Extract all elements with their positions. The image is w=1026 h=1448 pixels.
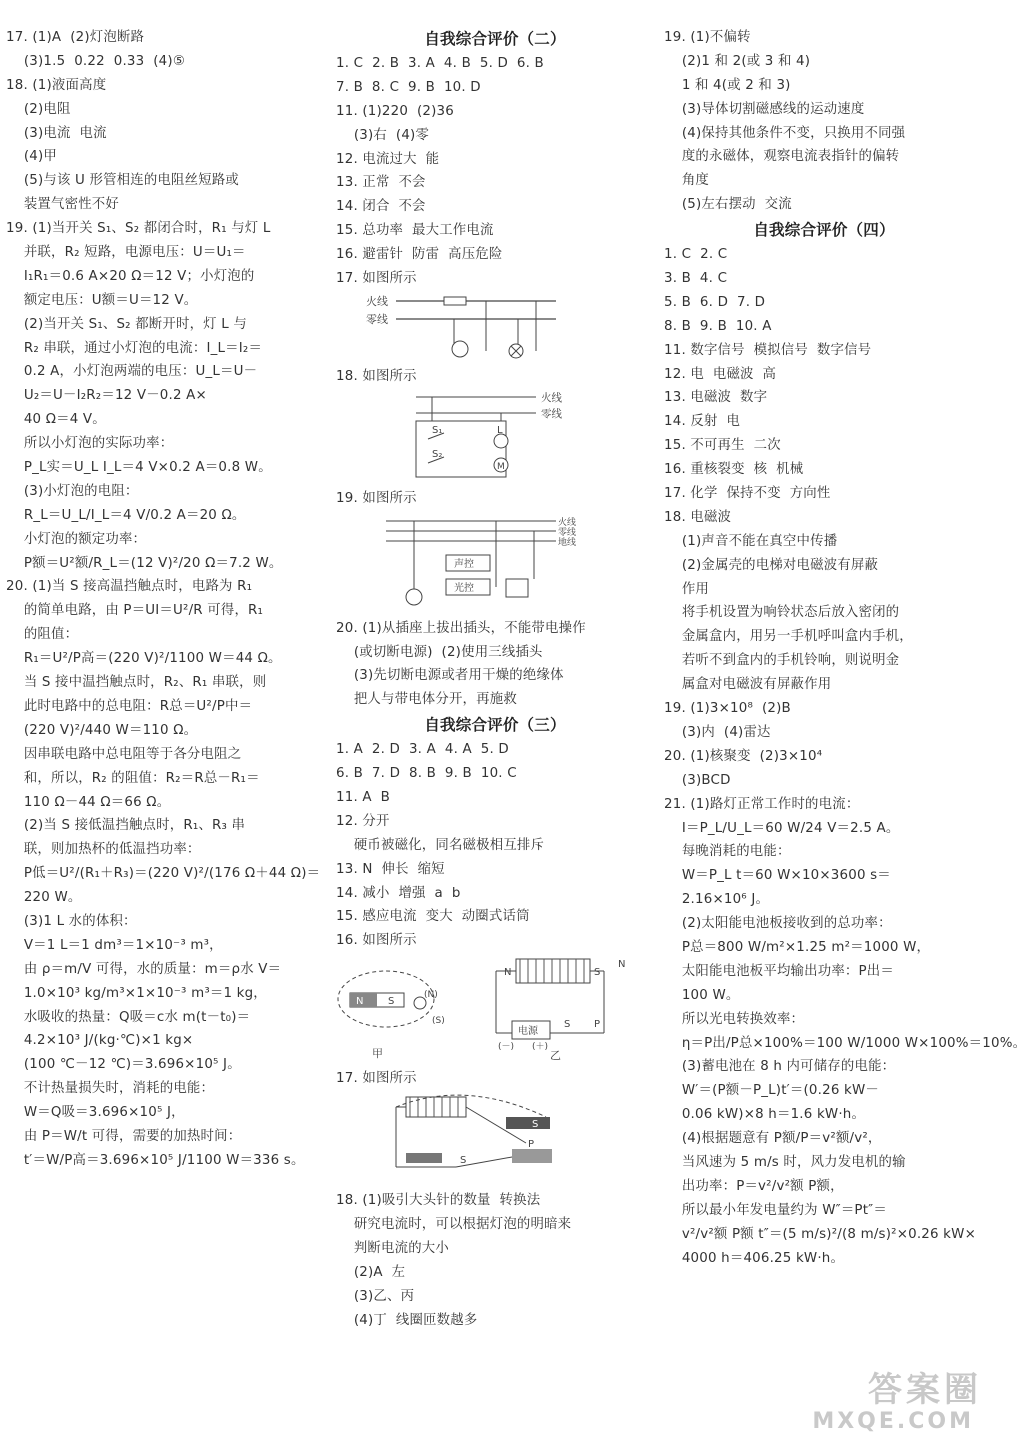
answer-line: 8. B 9. B 10. A [664,318,772,334]
answer-line: 此时电路中的总电阻：R总＝U²/P中＝ [6,698,253,714]
answer-line: (4)丁 线圈匝数越多 [336,1312,478,1328]
fig19-label-live: 火线 [558,517,577,528]
answer-line: 11. A B [336,790,391,806]
answer-line: 14. 闭合 不会 [336,199,426,215]
answer-line: 将手机设置为响铃状态后放入密闭的 [664,605,900,621]
fig17b-label-p: P [528,1139,535,1151]
fig18-label-m: M [497,461,505,472]
answer-line: W＝P_L t＝60 W×10×3600 s＝ [664,868,891,884]
fig16-label-switch: S [564,1019,571,1031]
answer-line: (3)电流 电流 [6,125,107,141]
fig18-label-s1: S₁ [432,424,443,436]
answer-line: 不计热量损失时，消耗的电能： [6,1081,215,1097]
section-2-answers [336,52,654,291]
answer-line: 由 P＝W/t 可得，需要的加热时间： [6,1128,242,1144]
fig16-label-yi: 乙 [550,1049,561,1063]
answer-line: (100 ℃－12 ℃)＝3.696×10⁵ J。 [6,1057,241,1073]
answer-line: W′＝(P额－P_L)t′＝(0.26 kW－ [664,1083,879,1099]
answer-line: (1)声音不能在真空中传播 [664,533,838,549]
section-3-answers-tail [336,1189,654,1332]
answer-line: 15. 不可再生 二次 [664,438,781,454]
answer-line: V＝1 L＝1 dm³＝1×10⁻³ m³， [6,937,223,953]
answer-line: (3)蓄电池在 8 h 内可储存的电能： [664,1059,896,1075]
fig16-label-n: N [356,996,364,1008]
answer-line: W＝Q吸＝3.696×10⁵ J， [6,1105,185,1121]
answer-line: 12. 分开 [336,813,390,829]
answer-line: (4)甲 [6,149,57,165]
answer-line: 属盒对电磁波有屏蔽作用 [664,677,832,693]
answer-line: 1. C 2. C [664,247,728,263]
answer-line: 11. 数字信号 模拟信号 数字信号 [664,342,872,358]
answer-line: 0.2 A，小灯泡两端的电压：U_L＝U－ [6,364,258,380]
section-3-answers-end [664,26,984,217]
answer-line: 21. (1)路灯正常工作时的电流： [664,796,860,812]
answer-line: (3)导体切割磁感线的运动速度 [664,101,865,117]
answer-line: 15. 感应电流 变大 动圈式话筒 [336,909,530,925]
answer-line: 1. C 2. B 3. A 4. B 5. D 6. B [336,56,544,71]
answer-line: 太阳能电池板平均输出功率：P出＝ [664,963,894,979]
answer-line: (5)与该 U 形管相连的电阻丝短路或 [6,173,239,189]
answer-line: (4)根据题意有 P额/P＝v²额/v²， [664,1131,882,1147]
answer-line: R₂ 串联，通过小灯泡的电流：I_L＝I₂＝ [6,340,263,356]
fig17b-label-s: S [532,1119,539,1131]
answer-line: 15. 总功率 最大工作电流 [336,223,494,239]
answer-line: 把人与带电体分开，再施救 [336,692,517,708]
answer-line: (3)1 L 水的体积： [6,913,137,929]
section-title-2: 自我综合评价（二） [424,30,566,48]
answer-line: 19. (1)当开关 S₁、S₂ 都闭合时，R₁ 与灯 L [6,221,271,237]
answer-line: 18. (1)吸引大头针的数量 转换法 [336,1193,541,1209]
answer-line: 7. B 8. C 9. B 10. D [336,79,481,95]
answer-line: (3)内 (4)雷达 [664,724,771,740]
answer-line: (3)乙、丙 [336,1288,415,1304]
answer-line: R₁＝U²/P高＝(220 V)²/1100 W＝44 Ω。 [6,651,282,667]
answer-line: 20. (1)从插座上拔出插头，不能带电操作 [336,620,586,636]
answer-line: (2)当 S 接低温挡触点时，R₁、R₃ 串 [6,818,246,834]
answer-line: 18. 电磁波 [664,509,732,525]
fig16-label-minus: (－) [498,1042,515,1053]
answer-line: (5)左右摆动 交流 [664,197,792,213]
figure-q17-wiring [336,293,654,361]
answer-line: 19. (1)不偏转 [664,30,751,45]
answer-line: (3)1.5 0.22 0.33 (4)⑤ [6,53,186,69]
answer-line: (2)金属壳的电梯对电磁波有屏蔽 [664,557,879,573]
section-2-answers-tail [336,617,654,713]
answer-line: 研究电流时，可以根据灯泡的明暗来 [336,1217,572,1233]
answer-line: I＝P_L/U_L＝60 W/24 V＝2.5 A。 [664,820,900,836]
fig19-label-neutral: 零线 [558,527,577,538]
answer-line: 14. 反射 电 [664,414,741,430]
answer-line: 40 Ω＝4 V。 [6,412,106,428]
fig16-label-jia: 甲 [372,1047,383,1061]
answer-line: 并联，R₂ 短路，电源电压：U＝U₁＝ [6,245,246,261]
answer-line: P_L实＝U_L I_L＝4 V×0.2 A＝0.8 W。 [6,460,272,476]
answer-line: 出功率：P＝v²/v²额 P额， [664,1178,844,1194]
figure-q17-electromagnet [336,1093,654,1185]
answer-line: 作用 [664,581,710,597]
answer-line: 14. 减小 增强 a b [336,885,461,901]
figure-q18-wiring [336,391,654,483]
answer-line: 所以光电转换效率： [664,1011,805,1027]
answer-column-middle [336,26,654,1333]
answer-line: 4000 h＝406.25 kW·h。 [664,1250,845,1266]
answer-line: 4.2×10³ J/(kg·℃)×1 kg× [6,1033,194,1049]
fig16-label-compass-n: N [618,959,626,971]
answer-line: (2)当开关 S₁、S₂ 都断开时，灯 L 与 [6,316,247,332]
figure-q19-wiring [336,513,654,613]
fig19-label-ground: 地线 [558,537,577,548]
answer-line: 6. B 7. D 8. B 9. B 10. C [336,766,517,782]
q18-line: 18. 如图所示 [336,368,417,384]
answer-line: 度的永磁体，观察电流表指针的偏转 [664,149,900,165]
answer-line: P低＝U²/(R₁＋R₃)＝(220 V)²/(176 Ω＋44 Ω)＝ [6,866,321,882]
fig19-label-light: 光控 [454,582,474,594]
answer-line: 13. N 伸长 缩短 [336,861,445,877]
watermark [802,1362,982,1434]
answer-line: 16. 如图所示 [336,933,417,949]
answer-line: 当风速为 5 m/s 时，风力发电机的输 [664,1154,906,1170]
answer-line: 11. (1)220 (2)36 [336,103,454,119]
answer-column-left [6,26,320,1173]
answer-line: (3)BCD [664,772,731,788]
answer-line: (220 V)²/440 W＝110 Ω。 [6,722,198,738]
answer-line: 小灯泡的额定功率： [6,531,147,547]
fig18-label-l: L [497,424,503,436]
answer-line: (2)A 左 [336,1264,406,1280]
answer-line: 水吸收的热量：Q吸＝c水 m(t－t₀)＝ [6,1009,251,1025]
answer-line: 16. 避雷针 防雷 高压危险 [336,247,503,263]
answer-line: 3. B 4. C [664,271,728,287]
answer-line: 1.0×10³ kg/m³×1×10⁻³ m³＝1 kg， [6,985,267,1001]
answer-line: (或切断电源) (2)使用三线插头 [336,644,543,660]
answer-line: 装置气密性不好 [6,197,119,213]
answer-line: (3)先切断电源或者用干燥的绝缘体 [336,668,564,684]
fig16-label-p: P [594,1019,601,1031]
answer-line: 20. (1)当 S 接高温挡触点时，电路为 R₁ [6,579,253,595]
answer-line: 角度 [664,173,710,189]
answer-line: (3)右 (4)零 [336,127,430,143]
answer-line: 和，所以，R₂ 的阻值：R₂＝R总－R₁＝ [6,770,260,786]
answer-line: 0.06 kW)×8 h＝1.6 kW·h。 [664,1107,866,1123]
fig16-label-s-paren: (S) [432,1016,445,1027]
answer-line: 5. B 6. D 7. D [664,294,766,310]
answer-line: 16. 重核裂变 核 机械 [664,462,804,478]
answer-line: (2)电阻 [6,101,71,117]
fig16-label-s: S [388,996,395,1008]
watermark-logo: 答案圈 [868,1370,982,1410]
answer-line: 的阻值： [6,627,79,643]
answer-line: 所以小灯泡的实际功率： [6,436,174,452]
section-3-answers [336,738,654,953]
answer-line: 额定电压：U额＝U＝12 V。 [6,292,198,308]
answer-line: 硬币被磁化，同名磁极相互排斥 [336,837,545,853]
answer-line: 13. 正常 不会 [336,175,426,191]
answer-line: 所以最小年发电量约为 W″＝Pt″＝ [664,1202,887,1218]
answer-line: 联，则加热杯的低温挡功率： [6,842,201,858]
watermark-url: MXQE.COM [812,1409,974,1434]
answer-line: 220 W。 [6,890,82,906]
answer-line: t′＝W/P高＝3.696×10⁵ J/1100 W＝336 s。 [6,1152,305,1168]
answer-line: 若听不到盒内的手机铃响，则说明金 [664,653,900,669]
q19-line: 19. 如图所示 [336,490,417,506]
answer-line: 20. (1)核聚变 (2)3×10⁴ [664,748,823,764]
answer-line: 每晚消耗的电能： [664,844,791,860]
answer-line: 金属盒内，用另一手机呼叫盒内手机， [664,629,913,645]
fig16-label-coil-s: S [594,967,601,979]
fig17-label-live: 火线 [366,294,388,308]
answer-line: 19. (1)3×10⁸ (2)B [664,701,791,717]
answer-line: (3)小灯泡的电阻： [6,483,139,499]
fig16-label-power: 电源 [518,1026,538,1038]
fig17b-label-switch: S [460,1155,467,1167]
answer-line: 17. 如图所示 [336,271,417,287]
answer-line: 18. (1)液面高度 [6,77,107,93]
fig16-label-n-paren: (N) [424,990,438,1001]
answer-line: 由 ρ＝m/V 可得，水的质量：m＝ρ水 V＝ [6,961,282,977]
section-title-3: 自我综合评价（三） [424,716,566,735]
answer-line: P总＝800 W/m²×1.25 m²＝1000 W， [664,939,931,955]
section-title-4: 自我综合评价（四） [753,221,895,240]
answer-line: (4)保持其他条件不变，只换用不同强 [664,125,906,141]
answer-line: 的简单电路，由 P＝UI＝U²/R 可得，R₁ [6,603,264,619]
answer-column-right [664,26,1026,1270]
fig16-label-coil-n: N [504,967,512,979]
answer-line: 17. (1)A (2)灯泡断路 [6,30,145,45]
fig18-label-live: 火线 [541,391,562,404]
answer-line: 1 和 4(或 2 和 3) [664,77,791,93]
fig18-label-neutral: 零线 [541,407,562,420]
answer-line: 当 S 接中温挡触点时，R₂、R₁ 串联，则 [6,675,267,691]
answer-line: 判断电流的大小 [336,1240,449,1256]
answer-line: I₁R₁＝0.6 A×20 Ω＝12 V；小灯泡的 [6,268,255,284]
fig17-label-neutral: 零线 [366,312,388,326]
fig19-label-sound: 声控 [454,558,474,570]
q17b-line: 17. 如图所示 [336,1071,417,1087]
fig16-label-plus: (＋) [532,1042,549,1053]
answer-line: η＝P出/P总×100%＝100 W/1000 W×100%＝10%。 [664,1035,1026,1051]
answer-line: 2.16×10⁶ J。 [664,892,770,908]
figure-q16-magnets [336,955,654,1063]
answer-line: P额＝U²额/R_L＝(12 V)²/20 Ω＝7.2 W。 [6,555,283,571]
answer-line: v²/v²额 P额 t″＝(5 m/s)²/(8 m/s)²×0.26 kW× [664,1226,977,1242]
answer-line: 110 Ω－44 Ω＝66 Ω。 [6,794,171,810]
answer-line: 12. 电 电磁波 高 [664,366,777,382]
answer-line: 1. A 2. D 3. A 4. A 5. D [336,742,509,758]
answer-line: (2)太阳能电池板接收到的总功率： [664,916,892,932]
answer-line: 12. 电流过大 能 [336,151,440,167]
section-4-answers [664,243,1026,1270]
answer-line: 13. 电磁波 数字 [664,390,768,406]
answer-line: (2)1 和 2(或 3 和 4) [664,53,811,69]
answer-line: 因串联电路中总电阻等于各分电阻之 [6,746,242,762]
answer-line: U₂＝U－I₂R₂＝12 V－0.2 A× [6,388,207,404]
answer-line: 100 W。 [664,987,740,1003]
answer-line: R_L＝U_L/I_L＝4 V/0.2 A＝20 Ω。 [6,507,246,523]
answer-line: 17. 化学 保持不变 方向性 [664,486,831,502]
fig18-label-s2: S₂ [432,448,443,460]
